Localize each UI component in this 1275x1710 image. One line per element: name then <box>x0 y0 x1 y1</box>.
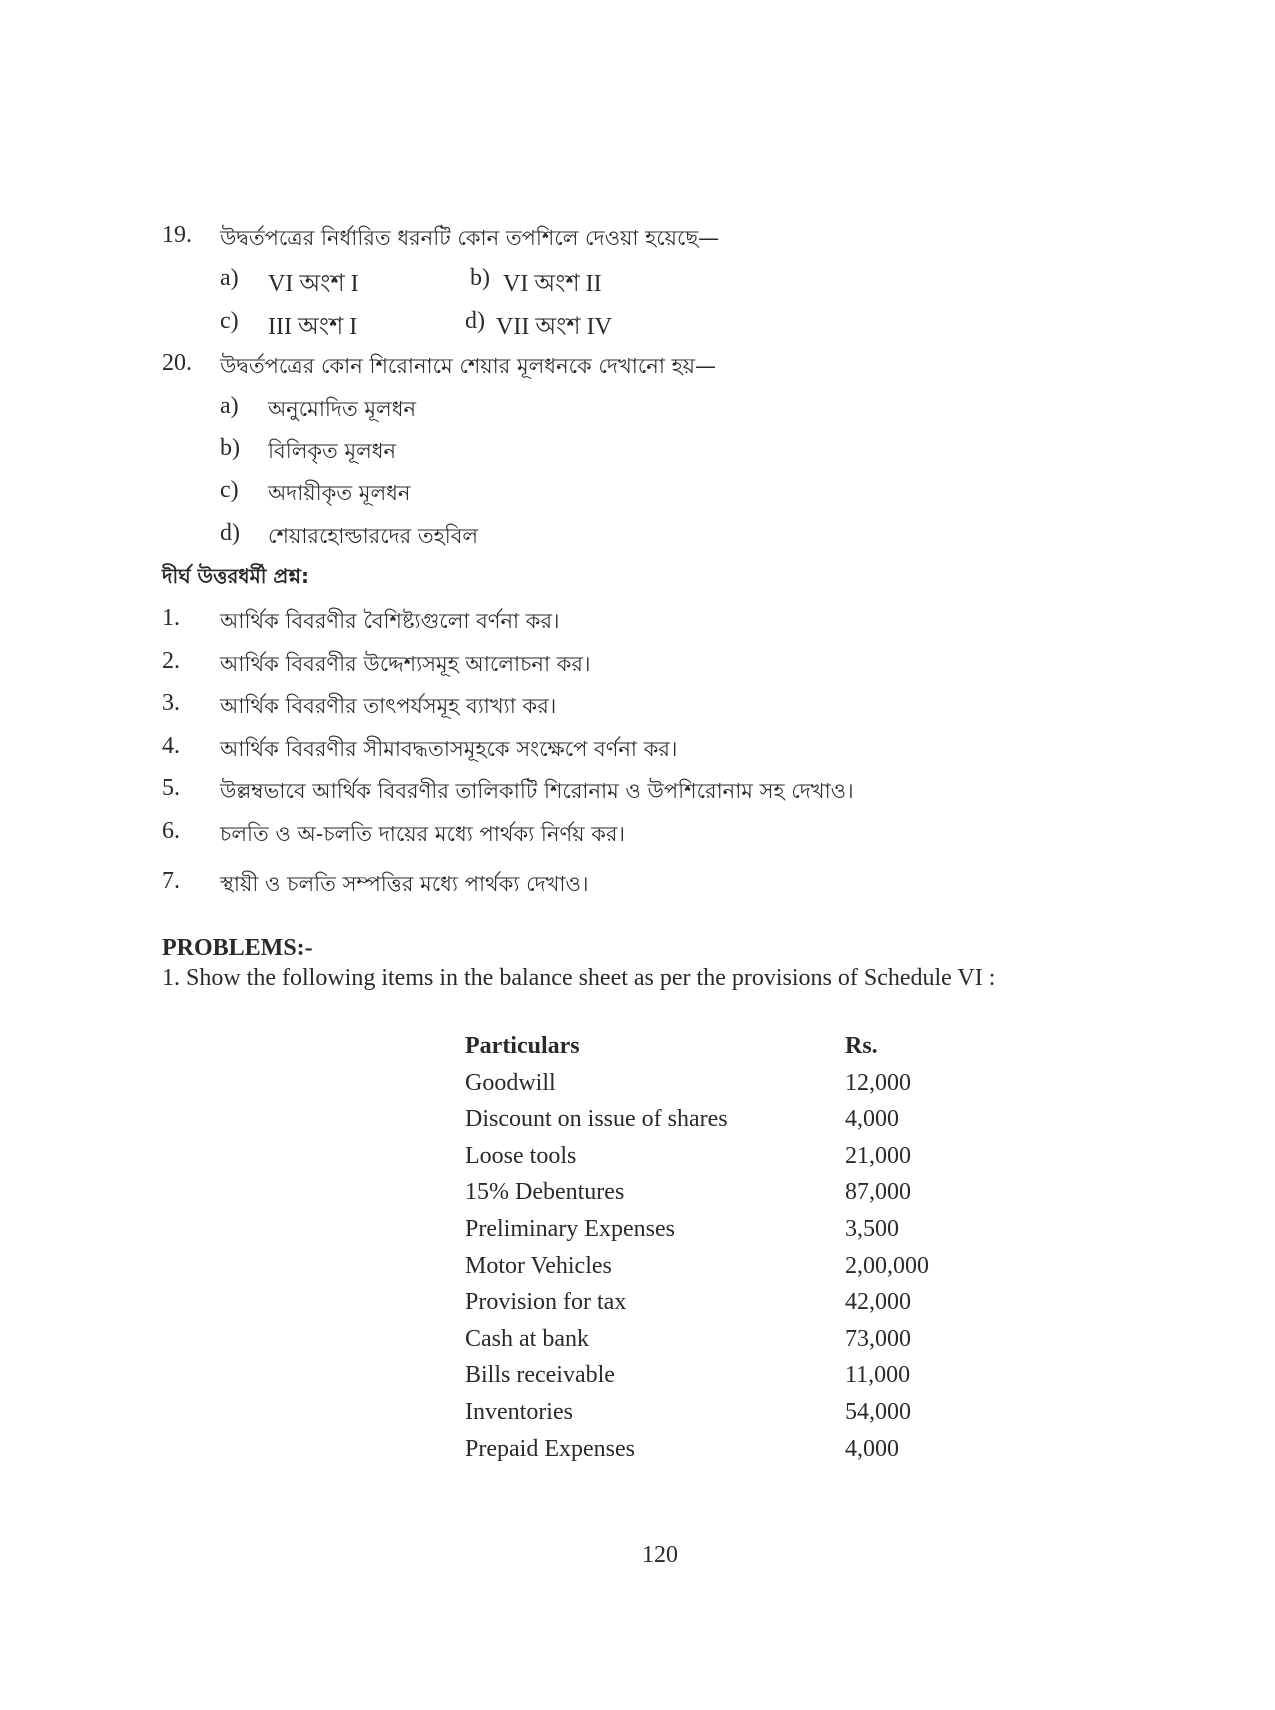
table-cell-particular: 15% Debentures <box>465 1179 625 1206</box>
q19-option-a-label: a) <box>220 265 239 291</box>
q19-option-c-label: c) <box>220 308 239 334</box>
table-cell-amount: 21,000 <box>845 1142 911 1169</box>
q19-option-b-label: b) <box>470 265 490 291</box>
table-cell-particular: Goodwill <box>465 1069 556 1096</box>
q20-option-b-text: বিলিকৃত মূলধন <box>268 439 397 463</box>
table-cell-amount: 12,000 <box>845 1069 911 1096</box>
long-question-number: 5. <box>162 775 180 801</box>
table-cell-amount: 4,000 <box>845 1106 899 1133</box>
table-cell-amount: 54,000 <box>845 1399 911 1425</box>
table-cell-particular: Bills receivable <box>465 1362 615 1389</box>
q20-option-d-text: শেয়ারহোল্ডারদের তহবিল <box>268 524 479 548</box>
q20-number: 20. <box>162 350 192 376</box>
table-cell-amount: 42,000 <box>845 1289 911 1316</box>
page-number: 120 <box>642 1542 678 1568</box>
problem-1-statement: 1. Show the following items in the balance sheet as per the provisions of Schedule VI : <box>162 965 996 991</box>
long-question-text: আর্থিক বিবরণীর বৈশিষ্ট্যগুলো বর্ণনা কর। <box>220 609 560 633</box>
table-cell-particular: Provision for tax <box>465 1289 627 1316</box>
long-question-number: 7. <box>162 868 180 894</box>
long-question-text: চলতি ও অ-চলতি দায়ের মধ্যে পার্থক্য নির্ণয় কর। <box>220 822 625 846</box>
column-header-amount: Rs. <box>845 1033 878 1059</box>
q19-option-d-text: VII অংশ IV <box>496 314 612 340</box>
long-question-text: উল্লম্বভাবে আর্থিক বিবরণীর তালিকাটি শিরোনাম ও উপশিরোনাম সহ দেখাও। <box>220 779 854 803</box>
q20-option-a-text: অনুমোদিত মূলধন <box>268 397 416 421</box>
q19-option-c-text: III অংশ I <box>268 314 358 340</box>
long-question-number: 6. <box>162 818 180 844</box>
table-cell-amount: 87,000 <box>845 1179 911 1206</box>
long-question-text: আর্থিক বিবরণীর উদ্দেশ্যসমূহ আলোচনা কর। <box>220 652 591 676</box>
problems-heading: PROBLEMS:- <box>162 935 313 961</box>
table-cell-amount: 73,000 <box>845 1325 911 1352</box>
long-question-number: 3. <box>162 690 180 716</box>
table-cell-amount: 2,00,000 <box>845 1252 929 1279</box>
table-cell-particular: Preliminary Expenses <box>465 1216 675 1242</box>
table-cell-particular: Loose tools <box>465 1142 577 1169</box>
long-question-text: আর্থিক বিবরণীর তাৎপর্যসমূহ ব্যাখ্যা কর। <box>220 694 557 718</box>
q20-option-b-label: b) <box>220 435 240 461</box>
table-cell-particular: Discount on issue of shares <box>465 1106 728 1133</box>
q20-option-c-label: c) <box>220 477 239 503</box>
table-cell-particular: Motor Vehicles <box>465 1252 612 1279</box>
table-cell-amount: 3,500 <box>845 1216 899 1242</box>
table-cell-amount: 11,000 <box>845 1362 911 1389</box>
table-cell-particular: Cash at bank <box>465 1325 589 1352</box>
long-question-number: 4. <box>162 733 180 759</box>
table-cell-amount: 4,000 <box>845 1435 899 1462</box>
table-cell-particular: Inventories <box>465 1399 573 1425</box>
q19-number: 19. <box>162 222 192 248</box>
q19-option-a-text: VI অংশ I <box>268 271 359 297</box>
q20-option-d-label: d) <box>220 520 240 546</box>
long-question-text: স্থায়ী ও চলতি সম্পত্তির মধ্যে পার্থক্য দেখাও। <box>220 872 589 896</box>
long-question-number: 2. <box>162 648 180 674</box>
q20-option-c-text: অদায়ীকৃত মূলধন <box>268 481 411 505</box>
column-header-particulars: Particulars <box>465 1033 580 1059</box>
q19-option-d-label: d) <box>465 308 485 334</box>
long-questions-heading: দীর্ঘ উত্তরধর্মী প্রশ্ন: <box>162 564 309 588</box>
table-cell-particular: Prepaid Expenses <box>465 1435 635 1462</box>
q20-option-a-label: a) <box>220 393 239 419</box>
q19-option-b-text: VI অংশ II <box>503 271 602 297</box>
long-question-text: আর্থিক বিবরণীর সীমাবদ্ধতাসমূহকে সংক্ষেপে বর্ণনা কর। <box>220 737 678 761</box>
long-question-number: 1. <box>162 605 180 631</box>
q20-text: উদ্বর্তপত্রের কোন শিরোনামে শেয়ার মূলধনকে দেখানো হয়— <box>220 354 716 378</box>
q19-text: উদ্বর্তপত্রের নির্ধারিত ধরনটি কোন তপশিলে দেওয়া হয়েছে— <box>220 226 720 250</box>
